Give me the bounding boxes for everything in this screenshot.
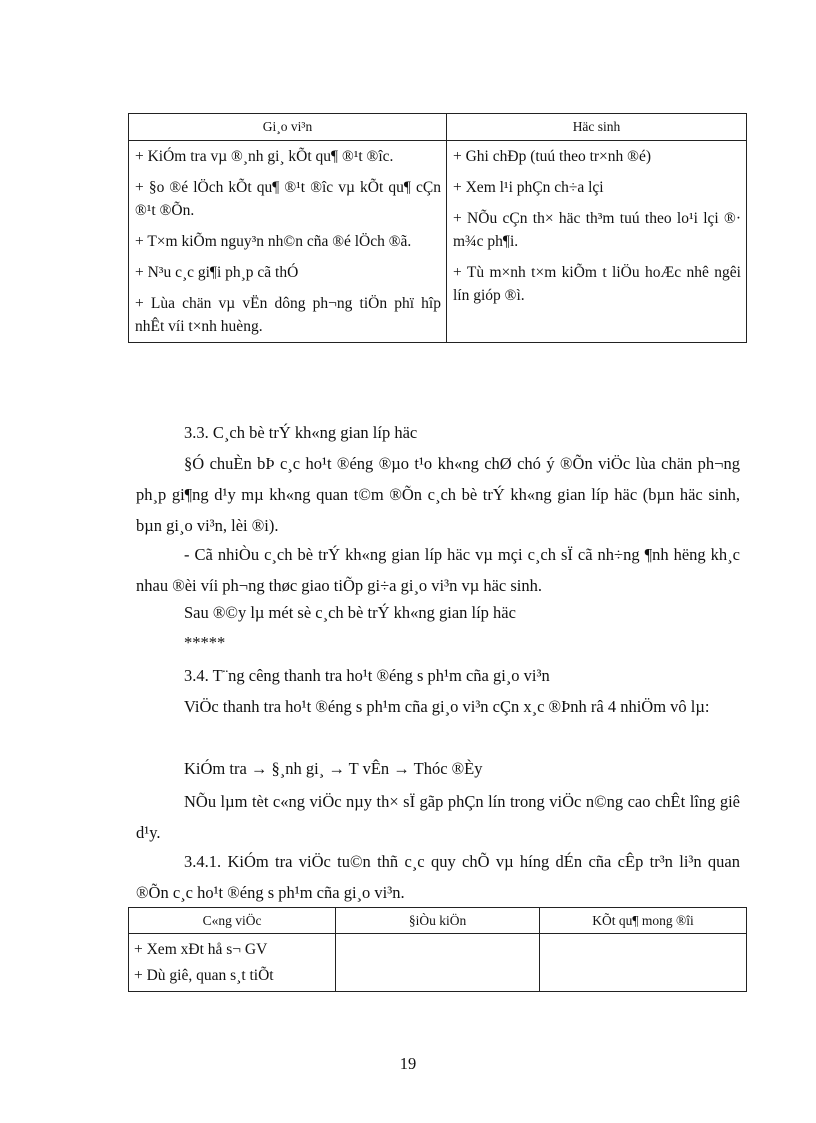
- body-paragraph: ViÖc thanh tra ho¹t ®éng s ph¹m cña gi¸o vi³n cÇn x¸c ®Þnh râ 4 nhiÖm vô lµ:: [184, 697, 710, 716]
- section-heading-3-3: 3.3. C¸ch bè trÝ kh«ng gian líp häc: [184, 423, 418, 442]
- body-paragraph: - Cã nhiÒu c¸ch bè trÝ kh«ng gian líp häc vµ mçi c¸ch sÏ cã nh÷ng ¶nh hëng kh¸c nhau ®èi víi ph¬ng thøc giao tiÕp gi÷a gi¸o vi³n vµ häc sinh.: [136, 545, 740, 595]
- body-paragraph: NÕu lµm tèt c«ng viÖc nµy th× sÏ gãp phÇn lín trong viÖc n©ng cao chÊt lîng giê d¹y.: [136, 792, 740, 842]
- table-header-teacher: Gi¸o vi³n: [129, 114, 447, 141]
- inspection-table: [128, 907, 747, 992]
- student-item: + Ghi chÐp (tuú theo tr×nh ®é): [453, 148, 651, 165]
- teacher-student-table: [128, 113, 747, 343]
- table-header-student: Häc sinh: [447, 114, 747, 141]
- expected-results-cell: [540, 934, 747, 992]
- teacher-item: + §o ®é lÖch kÕt qu¶ ®¹t ®îc vµ kÕt qu¶ cÇn ®¹t ®Õn.: [135, 179, 441, 219]
- conditions-cell: [336, 934, 540, 992]
- student-item: + Xem l¹i phÇn ch÷a lçi: [453, 179, 604, 196]
- student-column: [447, 141, 747, 343]
- work-cell: [129, 934, 336, 992]
- teacher-item: + T×m kiÕm nguy³n nh©n cña ®é lÖch ®ã.: [135, 233, 412, 250]
- table-header-expected-results: KÕt qu¶ mong ®îi: [540, 908, 747, 934]
- student-item: + Tù m×nh t×m kiÕm t liÖu hoÆc nhê ngêi lín gióp ®ì.: [453, 264, 741, 304]
- body-paragraph: §Ó chuÈn bÞ c¸c ho¹t ®éng ®µo t¹o kh«ng chØ chó ý ®Õn viÖc lùa chän ph¬ng ph¸p gi¶ng d¹y mµ kh«ng quan t©m ®Õn c¸ch bè trÝ kh«ng gian líp häc (bµn häc sinh, bµn gi¸o vi³n, lèi ®i).: [136, 454, 740, 535]
- task-sequence: KiÓm tra → §¸nh gi¸ → T vÊn → Thóc ®Èy: [184, 759, 483, 778]
- body-paragraph: Sau ®©y lµ mét sè c¸ch bè trÝ kh«ng gian líp häc: [184, 603, 516, 622]
- table-header-work: C«ng viÖc: [129, 908, 336, 934]
- teacher-item: + KiÓm tra vµ ®¸nh gi¸ kÕt qu¶ ®¹t ®îc.: [135, 148, 394, 165]
- section-heading-3-4: 3.4. T¨ng cêng thanh tra ho¹t ®éng s ph¹m cña gi¸o vi³n: [184, 666, 550, 685]
- student-item: + NÕu cÇn th× häc th³m tuú theo lo¹i lçi ®· m¾c ph¶i.: [453, 210, 741, 250]
- teacher-column: [129, 141, 447, 343]
- work-item: + Xem xÐt hå s¬ GV: [134, 941, 268, 958]
- teacher-item: + Lùa chän vµ vËn dông ph¬ng tiÖn phï hîp nhÊt víi t×nh huèng.: [135, 295, 441, 335]
- section-heading-3-4-1: 3.4.1. KiÓm tra viÖc tu©n thñ c¸c quy chÕ vµ híng dÉn cña cÊp tr³n li³n quan ®Õn c¸c ho¹t ®éng s ph¹m cña gi¸o vi³n.: [136, 852, 740, 902]
- page-number: 19: [399, 1054, 417, 1073]
- table-header-conditions: §iÒu kiÖn: [336, 908, 540, 934]
- teacher-item: + N³u c¸c gi¶i ph¸p cã thÓ: [135, 264, 299, 281]
- work-item: + Dù giê, quan s¸t tiÕt: [134, 967, 274, 984]
- separator-stars: *****: [184, 633, 226, 652]
